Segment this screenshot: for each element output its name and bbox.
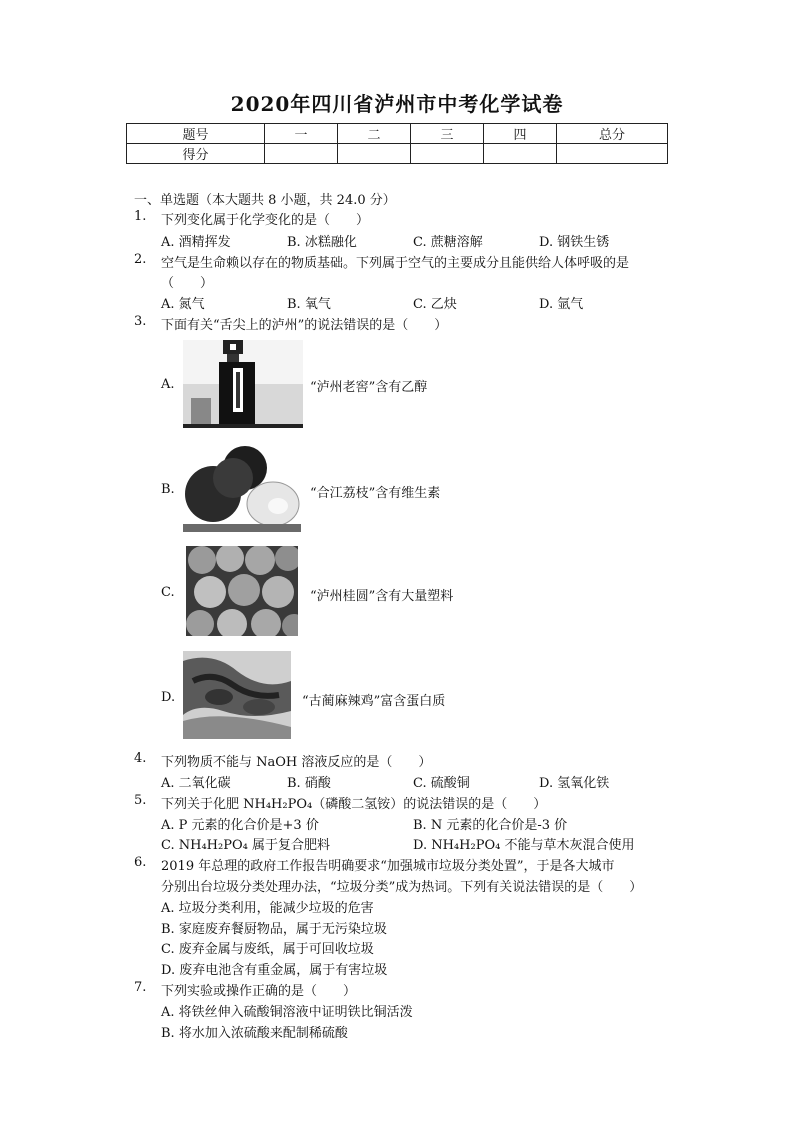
- exam-title: 2020年四川省泸州市中考化学试卷: [230, 92, 564, 116]
- option-d: D. 氩气: [539, 297, 584, 312]
- question-text: 下列变化属于化学变化的是（ ）: [161, 213, 370, 228]
- score-table: [126, 123, 668, 164]
- option-d: D. NH₄H₂PO₄ 不能与草木灰混合使用: [413, 838, 635, 853]
- question-text: 下列关于化肥 NH₄H₂PO₄（磷酸二氢铵）的说法错误的是（ ）: [161, 797, 547, 812]
- option-a: A. 酒精挥发: [161, 235, 231, 250]
- option-d: D. 钢铁生锈: [539, 235, 610, 250]
- question-text: 2019 年总理的政府工作报告明确要求“加强城市垃圾分类处置”，于是各大城市: [161, 859, 615, 874]
- score-input-cell: [484, 144, 557, 164]
- score-cell: 得分: [127, 144, 265, 164]
- option-b: B. 氧气: [287, 297, 331, 312]
- score-table-header-row: [127, 124, 668, 144]
- option-c: C. 蔗糖溶解: [413, 235, 483, 250]
- score-cell: 总分: [557, 124, 668, 144]
- option-d-caption: “古蔺麻辣鸡”富含蛋白质: [302, 694, 446, 709]
- score-input-cell: [411, 144, 484, 164]
- question-number: 6.: [134, 855, 147, 870]
- score-cell: 二: [338, 124, 411, 144]
- section-heading: 一、单选题（本大题共 8 小题，共 24.0 分）: [134, 193, 396, 208]
- question-text: 空气是生命赖以存在的物质基础。下列属于空气的主要成分且能供给人体呼吸的是: [161, 256, 630, 271]
- option-a: A. 氮气: [161, 297, 205, 312]
- option-a: A. 二氧化碳: [161, 776, 231, 791]
- option-a-letter: A.: [161, 377, 175, 392]
- option-d: D. 废弃电池含有重金属，属于有害垃圾: [161, 963, 388, 978]
- liquor-bottle-image: [183, 340, 303, 428]
- question-number: 5.: [134, 793, 147, 808]
- option-b: B. 将水加入浓硫酸来配制稀硫酸: [161, 1026, 348, 1041]
- score-table-score-row: [127, 144, 668, 164]
- question-number: 7.: [134, 980, 147, 995]
- question-number: 4.: [134, 751, 147, 766]
- option-c-caption: “泸州桂圆”含有大量塑料: [310, 589, 454, 604]
- option-b: B. 家庭废弃餐厨物品，属于无污染垃圾: [161, 922, 387, 937]
- option-c-letter: C.: [161, 585, 175, 600]
- question-text: 下列物质不能与 NaOH 溶液反应的是（ ）: [161, 755, 432, 770]
- option-b: B. N 元素的化合价是-3 价: [413, 818, 568, 833]
- longan-image: [186, 546, 298, 636]
- question-number: 1.: [134, 209, 147, 224]
- option-b-letter: B.: [161, 482, 175, 497]
- score-input-cell: [338, 144, 411, 164]
- spicy-chicken-image: [183, 651, 291, 739]
- question-number: 2.: [134, 252, 147, 267]
- score-cell: 四: [484, 124, 557, 144]
- score-cell: 一: [265, 124, 338, 144]
- option-b-caption: “合江荔枝”含有维生素: [310, 486, 441, 501]
- option-c: C. 乙炔: [413, 297, 457, 312]
- question-number: 3.: [134, 314, 147, 329]
- question-text-cont: 分别出台垃圾分类处理办法，“垃圾分类”成为热词。下列有关说法错误的是（ ）: [161, 880, 643, 895]
- score-cell: 三: [411, 124, 484, 144]
- score-input-cell: [265, 144, 338, 164]
- lychee-image: [183, 444, 301, 532]
- option-a: A. P 元素的化合价是+3 价: [161, 818, 319, 833]
- option-b: B. 硝酸: [287, 776, 331, 791]
- option-c: C. 废弃金属与废纸，属于可回收垃圾: [161, 942, 374, 957]
- question-text: 下面有关“舌尖上的泸州”的说法错误的是（ ）: [161, 318, 448, 333]
- option-a: A. 垃圾分类利用，能减少垃圾的危害: [161, 901, 374, 916]
- option-c: C. 硫酸铜: [413, 776, 470, 791]
- option-d: D. 氢氧化铁: [539, 776, 610, 791]
- option-d-letter: D.: [161, 690, 176, 705]
- question-text: 下列实验或操作正确的是（ ）: [161, 984, 357, 999]
- option-c: C. NH₄H₂PO₄ 属于复合肥料: [161, 838, 330, 853]
- score-cell: 题号: [127, 124, 265, 144]
- question-text-cont: （ ）: [161, 276, 214, 291]
- option-a-caption: “泸州老窖”含有乙醇: [310, 380, 428, 395]
- option-a: A. 将铁丝伸入硫酸铜溶液中证明铁比铜活泼: [161, 1005, 413, 1020]
- option-b: B. 冰糕融化: [287, 235, 357, 250]
- score-input-cell: [557, 144, 668, 164]
